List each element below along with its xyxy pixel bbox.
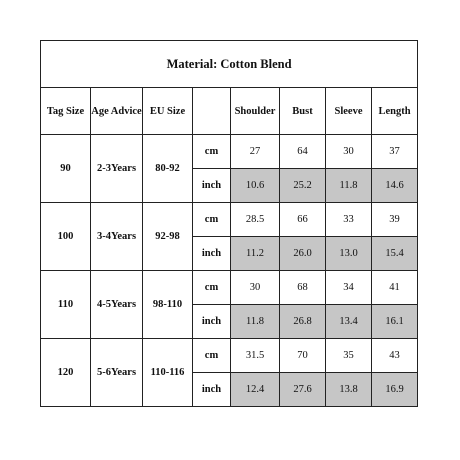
tag-size-cell: 120 [41,339,91,407]
measurement-cell: 14.6 [372,169,418,203]
header-tag-size: Tag Size [41,88,91,135]
measurement-cell: 35 [326,339,372,373]
measurement-cell: 11.8 [231,305,280,339]
measurement-cell: 28.5 [231,203,280,237]
measurement-cell: 11.2 [231,237,280,271]
age-advice-cell: 4-5Years [91,271,143,339]
measurement-cell: 31.5 [231,339,280,373]
header-shoulder: Shoulder [231,88,280,135]
tag-size-cell: 100 [41,203,91,271]
age-advice-cell: 5-6Years [91,339,143,407]
measurement-cell: 34 [326,271,372,305]
tag-size-cell: 90 [41,135,91,203]
measurement-cell: 26.8 [280,305,326,339]
header-unit [193,88,231,135]
measurement-cell: 43 [372,339,418,373]
unit-cell: cm [193,135,231,169]
measurement-cell: 26.0 [280,237,326,271]
measurement-cell: 13.8 [326,373,372,407]
unit-cell: inch [193,169,231,203]
measurement-cell: 13.0 [326,237,372,271]
measurement-cell: 30 [326,135,372,169]
measurement-cell: 37 [372,135,418,169]
measurement-cell: 25.2 [280,169,326,203]
age-advice-cell: 2-3Years [91,135,143,203]
measurement-cell: 68 [280,271,326,305]
unit-cell: cm [193,339,231,373]
age-advice-cell: 3-4Years [91,203,143,271]
table-row [41,271,418,305]
measurement-cell: 66 [280,203,326,237]
measurement-cell: 16.1 [372,305,418,339]
measurement-cell: 11.8 [326,169,372,203]
measurement-cell: 27 [231,135,280,169]
measurement-cell: 39 [372,203,418,237]
eu-size-cell: 110-116 [143,339,193,407]
measurement-cell: 64 [280,135,326,169]
unit-cell: inch [193,373,231,407]
material-title: Material: Cotton Blend [41,41,418,88]
table-row [41,339,418,373]
header-bust: Bust [280,88,326,135]
measurement-cell: 27.6 [280,373,326,407]
measurement-cell: 30 [231,271,280,305]
eu-size-cell: 92-98 [143,203,193,271]
eu-size-cell: 80-92 [143,135,193,203]
unit-cell: inch [193,237,231,271]
measurement-cell: 12.4 [231,373,280,407]
size-chart [40,40,417,412]
eu-size-cell: 98-110 [143,271,193,339]
unit-cell: inch [193,305,231,339]
measurement-cell: 33 [326,203,372,237]
measurement-cell: 16.9 [372,373,418,407]
measurement-cell: 10.6 [231,169,280,203]
tag-size-cell: 110 [41,271,91,339]
header-length: Length [372,88,418,135]
size-table [40,40,418,407]
table-row [41,203,418,237]
header-sleeve: Sleeve [326,88,372,135]
measurement-cell: 15.4 [372,237,418,271]
measurement-cell: 13.4 [326,305,372,339]
table-row [41,135,418,169]
header-eu-size: EU Size [143,88,193,135]
measurement-cell: 70 [280,339,326,373]
unit-cell: cm [193,271,231,305]
measurement-cell: 41 [372,271,418,305]
unit-cell: cm [193,203,231,237]
header-age-advice: Age Advice [91,88,143,135]
